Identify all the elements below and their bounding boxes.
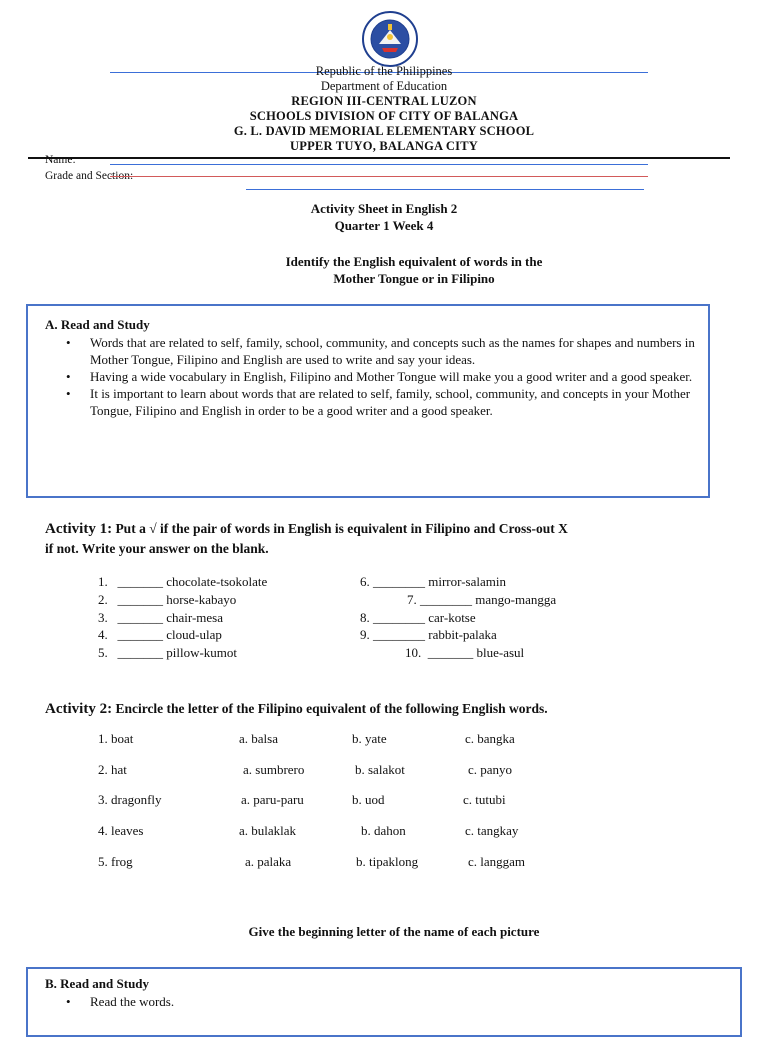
section-a-bullet-1: • Words that are related to self, family, school, community, and concepts such as the names for shapes and numbers in Mother Tongue, Filipino and English are used to write and say your ideas. [90,334,730,368]
activity-2-word-2: 2. hat [98,762,127,777]
activity-2-choice-1c[interactable]: c. bangka [465,731,515,746]
activity-2-choice-2a[interactable]: a. sumbrero [243,762,305,777]
picture-task-title: Give the beginning letter of the name of each picture [248,924,540,939]
activity-2-choice-1a[interactable]: a. balsa [239,731,278,746]
header-division: SCHOOLS DIVISION OF CITY OF BALANGA [249,109,519,123]
activity-2-instructions [45,699,745,719]
extra-field-line [246,189,644,190]
grade-section-field-line[interactable] [110,176,648,177]
quarter-title: Quarter 1 Week 4 [334,218,434,233]
section-b-bullet-1: • Read the words. [90,993,730,1010]
objective-line-1: Identify the English equivalent of words in the [285,254,543,269]
header-region: REGION III-CENTRAL LUZON [291,94,477,108]
activity-1-item-10: 10. _______ blue-asul [405,645,525,660]
activity-2-instruction: Encircle the letter of the Filipino equivalent of the following English words. [112,701,548,716]
section-b-title: B. Read and Study [45,976,150,991]
activity-2-choice-3b[interactable]: b. uod [352,792,385,807]
grade-section-label: Grade and Section: [45,170,134,182]
activity-1-item-1: 1. _______ chocolate-tsokolate [98,574,268,589]
activity-1-item-3: 3. _______ chair-mesa [98,610,224,625]
deped-seal-icon [355,10,425,68]
section-a-bullet-2: • Having a wide vocabulary in English, Filipino and Mother Tongue will make you a good writer and a good speaker. [90,368,730,385]
objective-line-2: Mother Tongue or in Filipino [333,271,495,286]
activity-1-instruction-line-2: if not. Write your answer on the blank. [45,541,269,556]
activity-2-choice-4a[interactable]: a. bulaklak [239,823,297,838]
activity-1-instructions [45,519,745,558]
activity-1-item-9: 9. ________ rabbit-palaka [360,627,497,642]
activity-1-item-7: 7. ________ mango-mangga [407,592,557,607]
section-b-content [44,993,730,1010]
activity-2-choice-1b[interactable]: b. yate [352,731,387,746]
activity-2-choice-5a[interactable]: a. palaka [245,854,292,869]
activity-2-label: Activity 2: [45,701,113,717]
deped-seal [355,10,425,68]
activity-1-item-4: 4. _______ cloud-ulap [98,627,222,642]
activity-2-word-4: 4. leaves [98,823,144,838]
header-address: UPPER TUYO, BALANGA CITY [290,139,478,153]
sheet-title: Activity Sheet in English 2 [310,201,458,216]
activity-2-choice-4c[interactable]: c. tangkay [465,823,519,838]
activity-2-choice-5c[interactable]: c. langgam [468,854,526,869]
activity-1-label: Activity 1: [45,521,113,537]
activity-2-word-3: 3. dragonfly [98,792,162,807]
section-a-bullet-3: • It is important to learn about words that are related to self, family, school, community, and concepts in your Mother Tongue, Filipino and English in order to be a good writer and a good speaker. [90,385,730,419]
activity-2-choice-3a[interactable]: a. paru-paru [241,792,304,807]
header-department: Department of Education [320,79,448,93]
section-a-content [44,334,730,419]
header-country: Republic of the Philippines [315,64,453,78]
activity-2-word-1: 1. boat [98,731,134,746]
header-divider [28,157,730,159]
activity-1-item-2: 2. _______ horse-kabayo [98,592,237,607]
activity-2-choice-4b[interactable]: b. dahon [361,823,406,838]
activity-1-item-8: 8. ________ car-kotse [360,610,476,625]
name-field-line[interactable] [110,164,648,165]
activity-1-instruction-line-1: Put a √ if the pair of words in English is equivalent in Filipino and Cross-out X [112,521,568,536]
activity-2-choice-5b[interactable]: b. tipaklong [356,854,419,869]
activity-2-choice-3c[interactable]: c. tutubi [463,792,506,807]
section-a-title: A. Read and Study [45,317,150,332]
activity-2-choice-2c[interactable]: c. panyo [468,762,513,777]
name-label: Name: [45,154,76,166]
activity-2-choice-2b[interactable]: b. salakot [355,762,405,777]
activity-1-item-6: 6. ________ mirror-salamin [360,574,506,589]
activity-2-word-5: 5. frog [98,854,133,869]
activity-1-item-5: 5. _______ pillow-kumot [98,645,238,660]
header-school: G. L. DAVID MEMORIAL ELEMENTARY SCHOOL [233,124,535,138]
